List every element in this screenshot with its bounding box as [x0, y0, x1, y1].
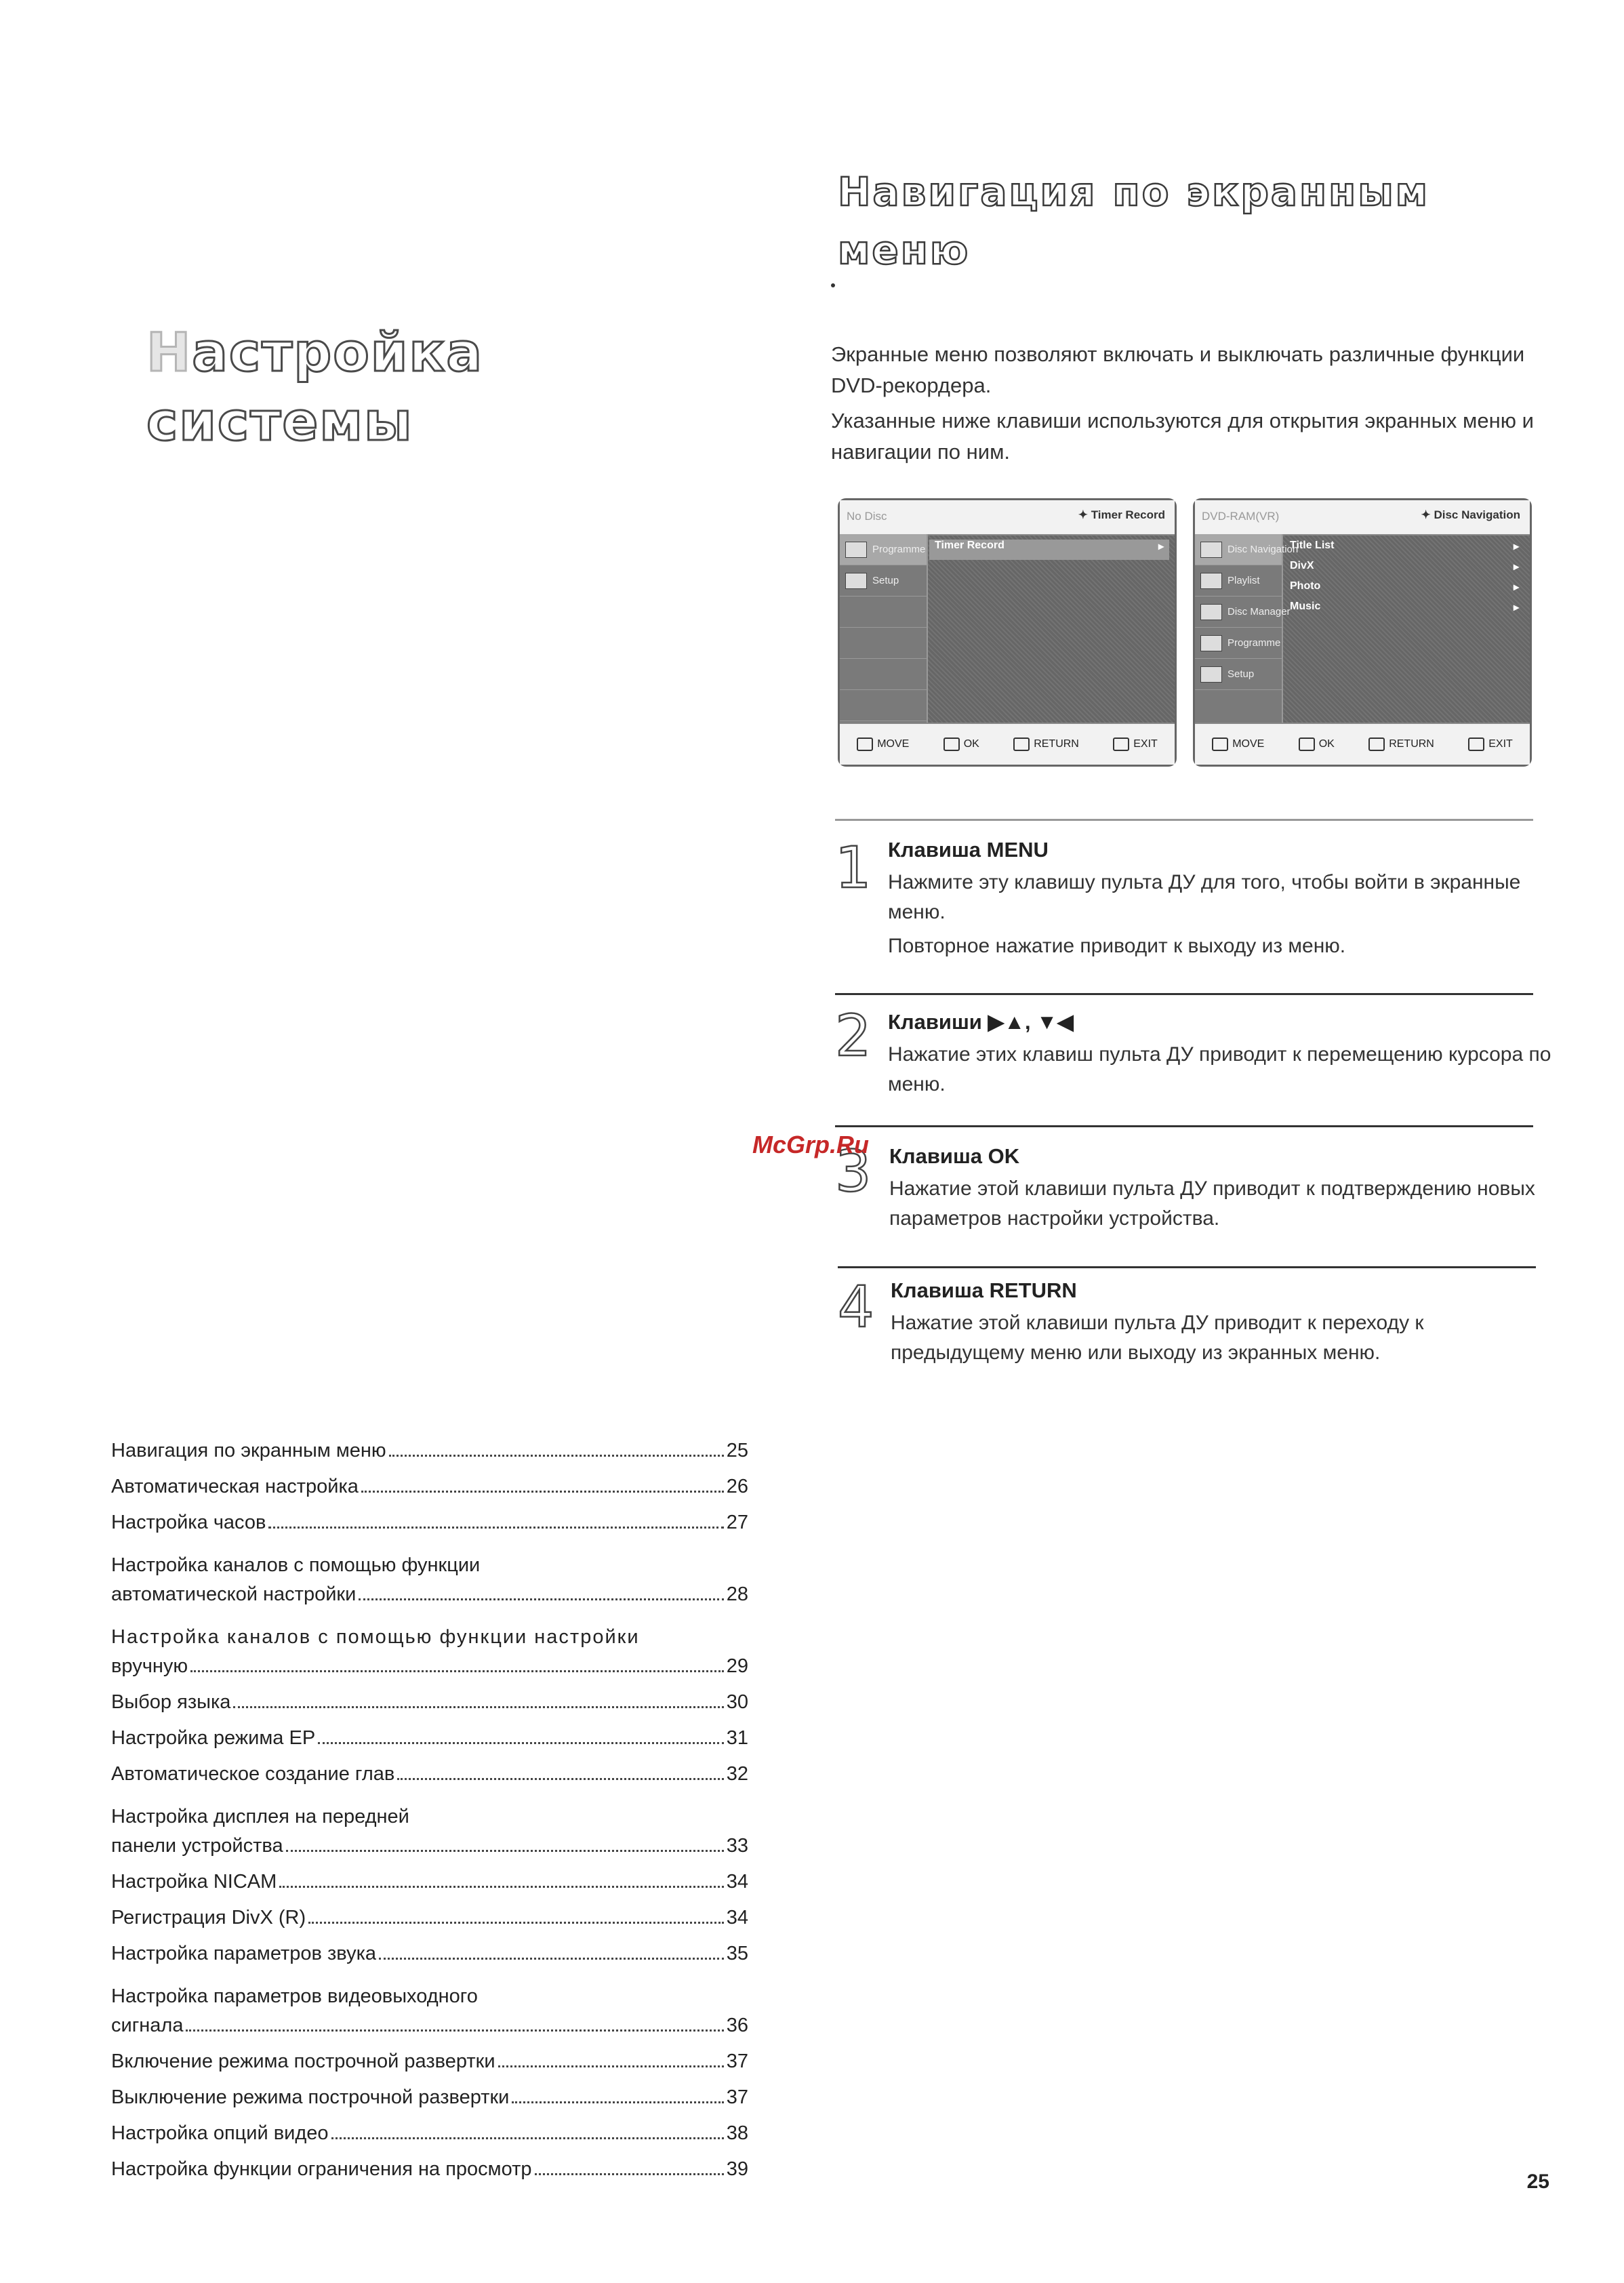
- programme-icon: [845, 542, 867, 558]
- toc-entry[interactable]: Настройка каналов с помощью функции настройки вручную 29: [111, 1626, 748, 1677]
- screen-footer: [1195, 723, 1530, 765]
- step-text-4: Нажатие этой клавиши пульта ДУ приводит к переходу к предыдущему меню или выходу из экранных меню.: [891, 1312, 1424, 1364]
- menu-row-title-list: Title List ▸: [1284, 540, 1524, 560]
- watermark: McGrp.Ru: [752, 1131, 870, 1158]
- section-title-line2: системы: [146, 392, 413, 453]
- toc-entry[interactable]: Настройка параметров видеовыходного сигнала 36: [111, 1985, 748, 2036]
- side-item-empty: [840, 597, 927, 628]
- menu-row-photo: Photo ▸: [1284, 580, 1524, 601]
- toc-entry[interactable]: Настройка каналов с помощью функции автоматической настройки 28: [111, 1554, 748, 1605]
- step-number-2: 2: [835, 1003, 872, 1069]
- screen-side-menu: [840, 534, 928, 723]
- step-title-3: Клавиша OK: [889, 1144, 1020, 1168]
- toc-entry[interactable]: Включение режима построчной развертки 37: [111, 2050, 748, 2072]
- step-text-1: Нажмите эту клавишу пульта ДУ для того, чтобы войти в экранные меню. Повторное нажатие приводит к выходу из меню.: [888, 871, 1521, 957]
- side-item-programme: Programme: [1195, 628, 1282, 659]
- section-title-line1: астройка: [192, 323, 484, 384]
- side-item-empty: [840, 690, 927, 721]
- section-title-first-letter: Н: [146, 323, 192, 384]
- footer-return: RETURN: [1368, 738, 1434, 751]
- side-item-disc-navigation: Disc Navigation: [1195, 534, 1282, 565]
- screen-side-menu: [1195, 534, 1299, 723]
- screen-title: ✦ Disc Navigation: [1421, 508, 1520, 521]
- menu-row-timer-record: Timer Record ▸: [929, 540, 1169, 560]
- arrow-right-icon: ▸: [1158, 541, 1164, 552]
- section-title: [146, 319, 483, 457]
- step-text-3: Нажатие этой клавиши пульта ДУ приводит к подтверждению новых параметров настройки устройства.: [889, 1177, 1535, 1230]
- toc-entry[interactable]: Настройка режима EP 31: [111, 1727, 748, 1749]
- disc-navigation-icon: [1200, 542, 1222, 558]
- toc-entry[interactable]: Настройка параметров звука 35: [111, 1943, 748, 1964]
- intro-paragraph-2: Указанные ниже клавиши используются для открытия экранных меню и навигации по ним.: [831, 409, 1534, 464]
- programme-icon: [1200, 635, 1222, 651]
- screen-topbar: [1195, 500, 1530, 536]
- footer-exit: EXIT: [1468, 738, 1513, 751]
- arrow-right-icon: ▸: [1513, 561, 1519, 573]
- screen-topbar: [840, 500, 1175, 536]
- separator: [835, 993, 1533, 995]
- step-title-4: Клавиша RETURN: [891, 1278, 1077, 1302]
- toc-entry[interactable]: Автоматическое создание глав 32: [111, 1763, 748, 1785]
- arrow-right-icon: ▸: [1513, 602, 1519, 613]
- step-number-3: 3: [835, 1138, 872, 1205]
- toc-entry[interactable]: Выбор языка 30: [111, 1691, 748, 1713]
- footer-return: RETURN: [1013, 738, 1079, 751]
- side-item-empty: [840, 628, 927, 659]
- toc-entry[interactable]: Настройка часов 27: [111, 1512, 748, 1533]
- menu-row-music: Music ▸: [1284, 601, 1524, 621]
- side-item-empty: [840, 659, 927, 690]
- setup-icon: [1200, 666, 1222, 683]
- setup-icon: [845, 573, 867, 589]
- footer-ok: OK: [943, 738, 979, 751]
- side-item-setup: Setup: [840, 565, 927, 597]
- side-item-setup: Setup: [1195, 659, 1282, 690]
- footer-ok: OK: [1299, 738, 1335, 751]
- separator: [835, 819, 1533, 821]
- page-heading: [838, 163, 1429, 279]
- toc-entry[interactable]: Регистрация DivX (R) 34: [111, 1907, 748, 1928]
- footer-move: MOVE: [857, 738, 909, 751]
- playlist-icon: [1200, 573, 1222, 589]
- screen-disc-navigation: [1193, 498, 1532, 767]
- arrow-right-icon: ▸: [1513, 541, 1519, 552]
- toc-entry[interactable]: Выключение режима построчной развертки 37: [111, 2086, 748, 2108]
- side-item-disc-manager: Disc Manager: [1195, 597, 1282, 628]
- bullet-dot: [831, 283, 835, 287]
- step-text-2: Нажатие этих клавиш пульта ДУ приводит к перемещению курсора по меню.: [888, 1043, 1551, 1095]
- step-number-4: 4: [838, 1274, 874, 1340]
- separator: [835, 1125, 1533, 1127]
- footer-move: MOVE: [1212, 738, 1264, 751]
- side-item-playlist: Playlist: [1195, 565, 1282, 597]
- footer-exit: EXIT: [1113, 738, 1158, 751]
- screen-footer: [840, 723, 1175, 765]
- toc-entry[interactable]: Настройка опций видео 38: [111, 2122, 748, 2144]
- screen-title: ✦ Timer Record: [1078, 508, 1165, 521]
- toc-entry[interactable]: Автоматическая настройка 26: [111, 1476, 748, 1497]
- screen-status: DVD-RAM(VR): [1202, 510, 1280, 523]
- side-item-programme: Programme: [840, 534, 927, 565]
- toc-entry[interactable]: Настройка NICAM 34: [111, 1871, 748, 1893]
- page-number: 25: [1526, 2170, 1549, 2193]
- toc-entry[interactable]: Настройка функции ограничения на просмотр 39: [111, 2158, 748, 2180]
- page-heading-line1: Навигация по экранным: [838, 169, 1430, 215]
- screen-status: No Disc: [847, 510, 887, 523]
- toc-entry[interactable]: Навигация по экранным меню 25: [111, 1440, 748, 1461]
- screen-main-list: [929, 540, 1169, 560]
- page-heading-line2: меню: [838, 227, 971, 273]
- toc-entry[interactable]: Настройка дисплея на передней панели устройства 33: [111, 1806, 748, 1857]
- step-title-1: Клавиша MENU: [888, 838, 1049, 862]
- table-of-contents: [111, 1440, 748, 2194]
- intro-paragraph-1: Экранные меню позволяют включать и выключать различные функции DVD-рекордера.: [831, 342, 1525, 397]
- screen-timer-record: [838, 498, 1177, 767]
- step-number-1: 1: [835, 834, 872, 901]
- arrow-right-icon: ▸: [1513, 582, 1519, 593]
- step-title-2: Клавиши ▶▲, ▼◀: [888, 1010, 1074, 1034]
- separator: [838, 1266, 1536, 1268]
- menu-row-divx: DivX ▸: [1284, 560, 1524, 580]
- screen-main-list: [1284, 540, 1524, 621]
- disc-manager-icon: [1200, 604, 1222, 620]
